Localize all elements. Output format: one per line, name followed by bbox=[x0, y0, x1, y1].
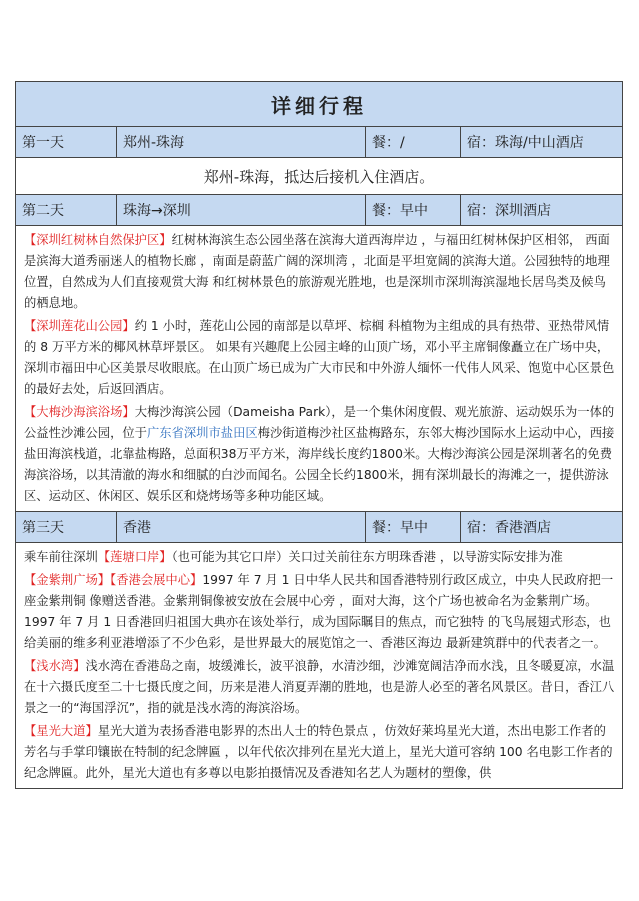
day-route: 珠海→深圳 bbox=[117, 195, 366, 226]
page-title: 详细行程 bbox=[16, 82, 623, 127]
day-route: 香港 bbox=[117, 512, 366, 543]
paragraph-text: 浅水湾在香港岛之南，坡缓滩长，波平浪静，水清沙细，沙滩宽阔洁净而水浅，且冬暖夏凉，水温在十六摄氏度至二十七摄氏度之间，历来是港人消夏弄潮的胜地，也是游人必至的著名风景区。昔日，香江八景之一的“海国浮沉”，指的就是浅水湾的海滨浴场。 bbox=[24, 659, 615, 715]
spot-tag: 【莲塘口岸】 bbox=[97, 550, 172, 564]
paragraph-lianhuashan bbox=[24, 316, 616, 400]
spot-tag: 【星光大道】 bbox=[24, 724, 98, 738]
paragraph-text: 梅沙街道梅沙社区盐梅路东，东邻大梅沙国际水上运动中心，西接盐田海滨栈道，北靠盐梅路，总面积38万平方米，海岸线长度约1800米。大梅沙海滨公园是深圳著名的免费海滨浴场，以其清澈的海水和细腻的白沙而闻名。公园全长约1800米，拥有深圳最长的海滩之一，提供游泳区、运动区、休闲区、娱乐区和烧烤场等多种功能区域。 bbox=[24, 426, 615, 503]
day-meal: 餐：早中 bbox=[366, 512, 461, 543]
paragraph-text: 大梅沙海滨公园（Dameisha Park），是一个集休闲度假、观光旅游、运动娱乐为一体的公益性沙滩公园，位于 bbox=[24, 405, 615, 440]
day-hotel: 宿：深圳酒店 bbox=[461, 195, 623, 226]
day-label: 第三天 bbox=[16, 512, 117, 543]
day-body-2 bbox=[16, 226, 623, 512]
day-header-2 bbox=[16, 195, 623, 226]
day-meal: 餐：早中 bbox=[366, 195, 461, 226]
paragraph-avenue-of-stars bbox=[24, 721, 616, 784]
location-link[interactable]: 广东省深圳市盐田区 bbox=[146, 426, 258, 440]
paragraph-text: （也可能为其它口岸）关口过关前往东方明珠香港 ，以导游实际安排为准 bbox=[171, 550, 563, 564]
day-label: 第二天 bbox=[16, 195, 117, 226]
day-label: 第一天 bbox=[16, 127, 117, 158]
day-header-3 bbox=[16, 512, 623, 543]
paragraph-dameisha bbox=[24, 402, 616, 507]
paragraph-text: 红树林海滨生态公园坐落在滨海大道西海岸边 ，与福田红树林保护区相邻， 西面是滨海大道秀丽迷人的植物长廊 ，南面是蔚蓝广阔的深圳湾 ，北面是平坦宽阔的滨海大道。公园独特的地理位置，自然成为人们直接观赏大海 和红树林景色的旅游观光胜地，也是深圳市深圳海滨湿地长居鸟类及候鸟的栖息地。 bbox=[24, 233, 610, 310]
paragraph-crossing bbox=[24, 547, 616, 568]
paragraph-bauhinia bbox=[24, 570, 616, 654]
spot-tag: 【浅水湾】 bbox=[24, 659, 86, 673]
day-route: 郑州-珠海 bbox=[117, 127, 366, 158]
itinerary-sheet bbox=[15, 81, 622, 789]
day-hotel: 宿：香港酒店 bbox=[461, 512, 623, 543]
day-meal: 餐：/ bbox=[366, 127, 461, 158]
day-header-1 bbox=[16, 127, 623, 158]
paragraph-repulse-bay bbox=[24, 656, 616, 719]
day-summary: 郑州-珠海，抵达后接机入住酒店。 bbox=[16, 158, 623, 195]
day-body-3 bbox=[16, 543, 623, 789]
day-hotel: 宿：珠海/中山酒店 bbox=[461, 127, 623, 158]
itinerary-table bbox=[15, 81, 623, 789]
paragraph-text: 星光大道为表扬香港电影界的杰出人士的特色景点 ，仿效好莱坞星光大道，杰出电影工作者的芳名与手掌印镶嵌在特制的纪念牌匾 ，以年代依次排列在星光大道上，星光大道可容纳 100 名电影工作者的纪念牌匾。此外，星光大道也有多尊以电影拍摄情况及香港知名艺人为题材的塑像，供 bbox=[24, 724, 613, 780]
paragraph-text: 乘车前往深圳 bbox=[24, 550, 98, 564]
spot-tag: 【深圳莲花山公园】 bbox=[24, 319, 135, 333]
paragraph-text: 约 1 小时，莲花山公园的南部是以草坪、棕榈 科植物为主组成的具有热带、亚热带风情的 8 万平方米的椰风林草坪景区。 如果有兴趣爬上公园主峰的山顶广场，邓小平主席铜像矗立在广场中央，深圳市福田中心区美景尽收眼底。在山顶广场已成为广大市民和中外游人缅怀一代伟人风采、饱览中心区景色的最好去处，后返回酒店。 bbox=[24, 319, 615, 396]
spot-tag: 【大梅沙海滨浴场】 bbox=[24, 405, 135, 419]
paragraph-text: 1997 年 7 月 1 日中华人民共和国香港特别行政区成立，中央人民政府把一座金紫荆铜 像赠送香港。金紫荆铜像被安放在会展中心旁 ，面对大海，这个广场也被命名为金紫荆广场。1997 年 7 月 1 日香港回归祖国大典亦在该处举行，成为国际瞩目的焦点，而它独特 的飞鸟展翅式形态，也给美丽的维多利亚港增添了不少色彩，是世界最大的展览馆之一、香港区海边 最新建筑群中的代表者之一。 bbox=[24, 573, 614, 650]
paragraph-mangrove bbox=[24, 230, 616, 314]
spot-tag: 【深圳红树林自然保护区】 bbox=[24, 233, 172, 247]
spot-tag: 【金紫荆广场】【香港会展中心】 bbox=[24, 573, 203, 587]
